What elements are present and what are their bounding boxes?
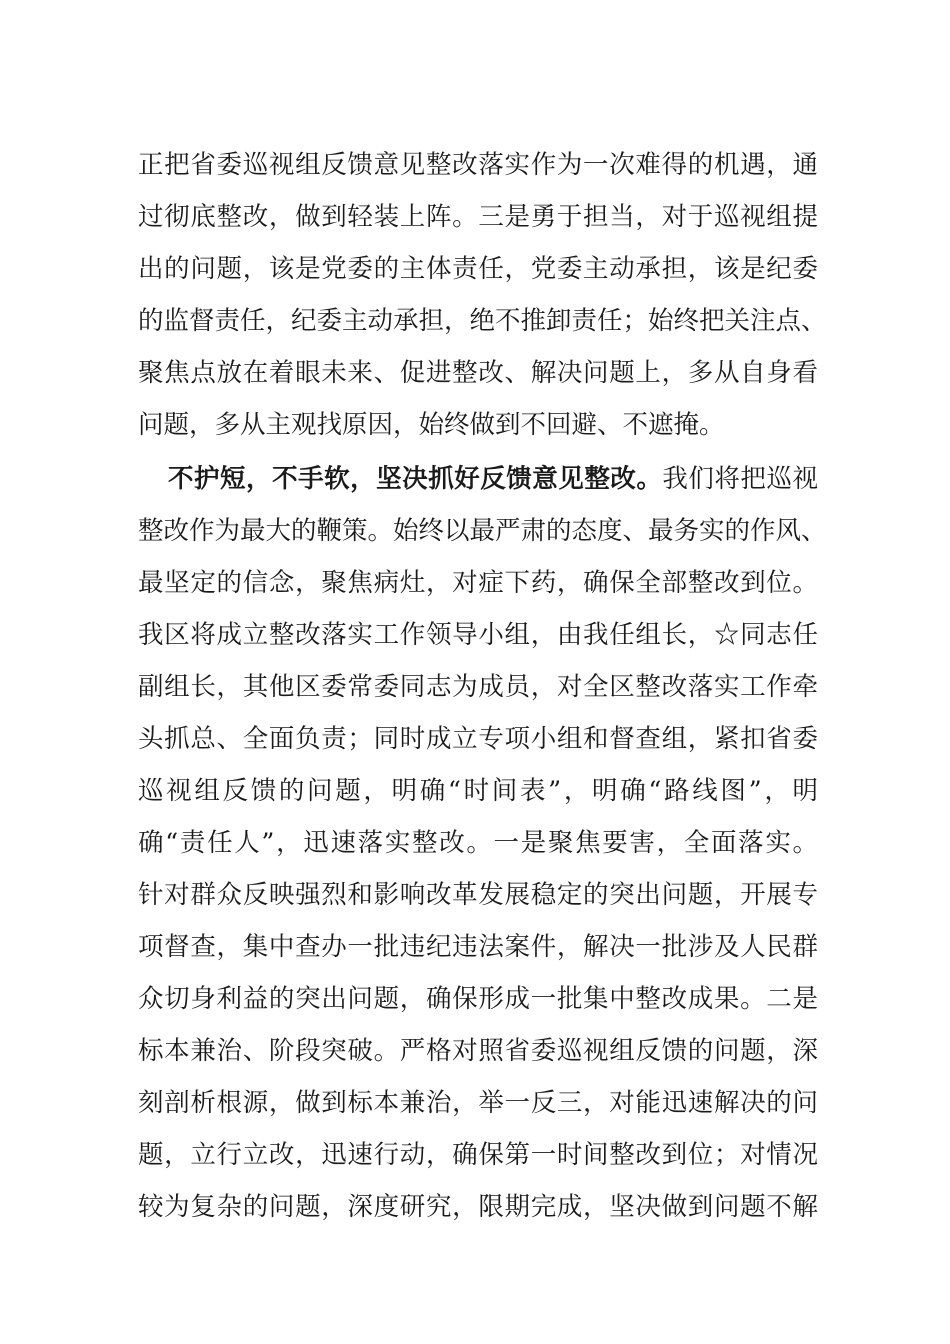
- text-line: 项督查，集中查办一批违纪违法案件，解决一批涉及人民群: [138, 932, 818, 962]
- text-line: 众切身利益的突出问题，确保形成一批集中整改成果。二是: [138, 984, 818, 1014]
- text-line: 出的问题，该是党委的主体责任，党委主动承担，该是纪委: [138, 254, 818, 284]
- text-run: 我们将把巡视: [662, 464, 818, 494]
- text-line: 最坚定的信念，聚焦病灶，对症下药，确保全部整改到位。: [138, 568, 818, 598]
- paragraph-lead-heading: 不护短，不手软，坚决抓好反馈意见整改。: [168, 464, 663, 494]
- text-line: 头抓总、全面负责；同时成立专项小组和督查组，紧扣省委: [138, 724, 818, 754]
- paragraph-2-first-line: [138, 453, 818, 505]
- text-line: 整改作为最大的鞭策。始终以最严肃的态度、最务实的作风、: [138, 516, 827, 546]
- paragraph-1: [138, 139, 827, 451]
- text-line: 较为复杂的问题，深度研究，限期完成，坚决做到问题不解: [138, 1192, 818, 1222]
- text-line: 标本兼治、阶段突破。严格对照省委巡视组反馈的问题，深: [138, 1036, 818, 1066]
- paragraph-2: [138, 453, 827, 1233]
- text-line: 巡视组反馈的问题，明确“时间表”，明确“路线图”，明: [138, 776, 818, 806]
- text-line: 刻剖析根源，做到标本兼治，举一反三，对能迅速解决的问: [138, 1088, 818, 1118]
- text-line: 的监督责任，纪委主动承担，绝不推卸责任；始终把关注点、: [138, 306, 827, 336]
- text-line: 题，立行立改，迅速行动，确保第一时间整改到位；对情况: [138, 1140, 818, 1170]
- text-line: 正把省委巡视组反馈意见整改落实作为一次难得的机遇，通: [138, 150, 818, 180]
- text-line: 聚焦点放在着眼未来、促进整改、解决问题上，多从自身看: [138, 358, 818, 388]
- text-line: 我区将成立整改落实工作领导小组，由我任组长，☆同志任: [138, 620, 818, 650]
- text-line: 过彻底整改，做到轻装上阵。三是勇于担当，对于巡视组提: [138, 202, 818, 232]
- text-line: 问题，多从主观找原因，始终做到不回避、不遮掩。: [138, 410, 725, 440]
- text-line: 针对群众反映强烈和影响改革发展稳定的突出问题，开展专: [138, 880, 818, 910]
- text-line: 确“责任人”，迅速落实整改。一是聚焦要害，全面落实。: [138, 828, 818, 858]
- text-line: 副组长，其他区委常委同志为成员，对全区整改落实工作牵: [138, 672, 818, 702]
